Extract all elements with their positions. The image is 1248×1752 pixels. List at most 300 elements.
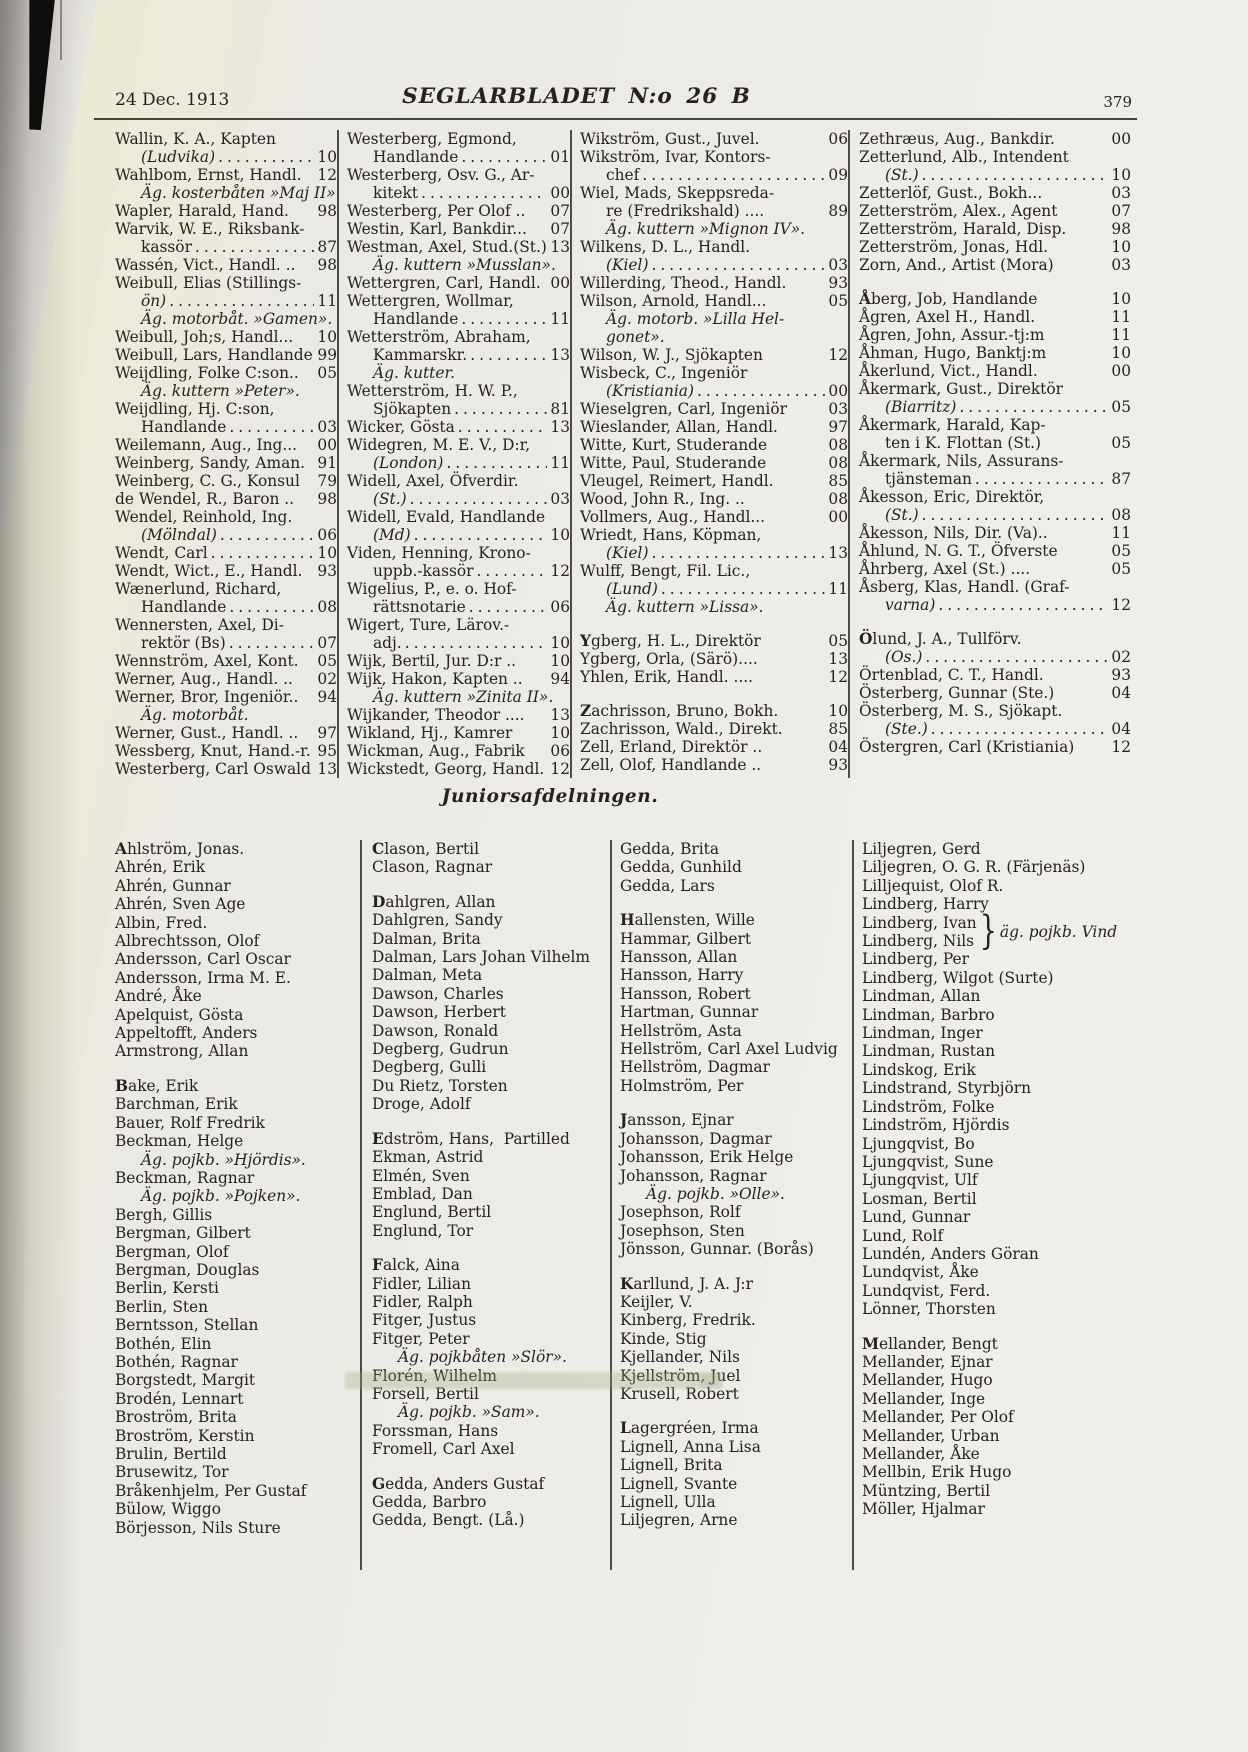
entry-text: Lindberg, Wilgot (Surte) — [862, 968, 1054, 987]
entry-year: 10 — [550, 724, 570, 742]
entry-year: 81 — [550, 400, 570, 418]
entry-text: gonet». — [606, 328, 665, 346]
entry-text: Josephson, Sten — [620, 1221, 745, 1240]
entry-year: 09 — [828, 166, 848, 184]
entry-text: Andersson, Carl Oscar — [115, 950, 291, 969]
entry-text: Weibull, Elias (Stillings- — [115, 274, 302, 292]
entry-year: 07 — [1111, 202, 1131, 220]
entry-text: Mellander, Inge — [862, 1389, 986, 1408]
entry-line — [372, 893, 610, 911]
entry-year: 11 — [550, 454, 570, 472]
entry-line — [620, 1077, 852, 1095]
entry-line — [580, 490, 848, 508]
entry-line — [580, 364, 848, 382]
entry-line — [862, 1190, 1137, 1208]
entry-line — [620, 1348, 852, 1366]
entry-text: Müntzing, Bertil — [862, 1481, 991, 1500]
entry-text: Lignell, Brita — [620, 1456, 723, 1475]
entry-text: Appeltofft, Anders — [115, 1024, 258, 1043]
entry-text: Elmén, Sven — [372, 1166, 470, 1185]
entry-line — [347, 148, 570, 166]
entry-year: 02 — [317, 670, 337, 688]
entry-line — [372, 1077, 610, 1095]
entry-text: Wulff, Bengt, Fil. Lic., — [580, 562, 751, 580]
entry-text: Äg. kuttern »Mignon IV». — [606, 220, 806, 238]
entry-text: (London) — [373, 454, 444, 472]
entry-year: 03 — [828, 256, 848, 274]
entry-line — [347, 526, 570, 544]
entry-text: Österberg, Gunnar (Ste.) — [859, 684, 1055, 702]
entry-line — [115, 1206, 360, 1224]
entry-line — [859, 380, 1131, 398]
entry-line — [115, 130, 337, 148]
entry-line — [347, 220, 570, 238]
entry-text: Lignell, Anna Lisa — [620, 1437, 761, 1456]
entry-year: 02 — [1111, 648, 1131, 666]
entry-line — [859, 666, 1131, 684]
entry-text: kassör — [141, 238, 192, 256]
entry-text: Weijdling, Hj. C:son, — [115, 400, 275, 418]
entry-initial: K — [620, 1274, 634, 1293]
entry-text: Wænerlund, Richard, — [115, 580, 282, 598]
entry-line — [859, 470, 1131, 488]
entry-line — [372, 858, 610, 876]
entry-line — [862, 1153, 1137, 1171]
entry-line — [115, 1243, 360, 1261]
entry-text: Gedda, Bengt. (Lå.) — [372, 1511, 525, 1530]
entry-line — [347, 688, 570, 706]
entry-text: Viden, Henning, Krono- — [347, 544, 531, 562]
entry-line — [347, 742, 570, 760]
entry-year: 94 — [550, 670, 570, 688]
entry-line — [347, 166, 570, 184]
dot-leader — [461, 310, 547, 328]
entry-line — [620, 1293, 852, 1311]
entry-year: 00 — [828, 508, 848, 526]
entry-year: 13 — [550, 346, 570, 364]
entry-year: 13 — [550, 418, 570, 436]
entry-text: Berlin, Sten — [115, 1297, 209, 1316]
entry-line — [620, 1475, 852, 1493]
entry-year: 07 — [550, 202, 570, 220]
entry-line — [115, 895, 360, 913]
entry-text: Gedda, Anders Gustaf — [372, 1474, 545, 1493]
entry-text: Karllund, J. A. J:r — [620, 1274, 753, 1293]
entry-text: uppb.-kassör — [373, 562, 474, 580]
entry-line — [372, 1095, 610, 1113]
entry-line — [347, 616, 570, 634]
entry-line — [580, 148, 848, 166]
entry-line — [580, 720, 848, 738]
entry-text: Apelquist, Gösta — [115, 1005, 244, 1024]
dot-leader — [461, 148, 547, 166]
entry-line — [115, 1095, 360, 1113]
entry-text: Jönsson, Gunnar. (Borås) — [620, 1240, 814, 1259]
entry-text: Wilkens, D. L., Handl. — [580, 238, 751, 256]
entry-line — [115, 346, 337, 364]
entry-text: Losman, Bertil — [862, 1189, 977, 1208]
entry-line — [580, 238, 848, 256]
entry-text: Lindstrand, Styrbjörn — [862, 1079, 1032, 1098]
entry-line — [580, 580, 848, 598]
entry-line — [115, 688, 337, 706]
entry-line — [620, 911, 852, 929]
entry-line — [862, 1135, 1137, 1153]
entry-line — [859, 130, 1131, 148]
entry-year: 93 — [828, 274, 848, 292]
entry-text: Lindskog, Erik — [862, 1060, 976, 1079]
entry-text: Wieslander, Allan, Handl. — [580, 418, 778, 436]
entry-text: Wetterström, Abraham, — [347, 328, 531, 346]
entry-text: Westerberg, Carl Oswald — [115, 760, 311, 778]
entry-text: Vleugel, Reimert, Handl. — [580, 472, 774, 490]
entry-line — [859, 326, 1131, 344]
entry-line — [862, 840, 1137, 858]
entry-line — [372, 966, 610, 984]
entry-line — [859, 398, 1131, 416]
entry-line — [620, 1003, 852, 1021]
entry-line — [347, 274, 570, 292]
entry-line — [347, 454, 570, 472]
entry-year: 12 — [317, 166, 337, 184]
entry-text: Westman, Axel, Stud.(St.) — [347, 238, 547, 256]
entry-line — [580, 454, 848, 472]
entry-brace-group — [862, 908, 1137, 954]
entry-text: Zetterström, Harald, Disp. — [859, 220, 1067, 238]
entry-line — [620, 858, 852, 876]
entry-line — [372, 1222, 610, 1240]
entry-line — [580, 328, 848, 346]
entry-text: Vollmers, Aug., Handl... — [580, 508, 766, 526]
entry-text: Äg. pojkbåten »Slör». — [398, 1348, 567, 1367]
entry-line — [115, 1463, 360, 1481]
entry-line — [347, 652, 570, 670]
entry-year: 08 — [1111, 506, 1131, 524]
entry-text: Zetterström, Jonas, Hdl. — [859, 238, 1049, 256]
entry-text: Wikström, Gust., Juvel. — [580, 130, 760, 148]
dot-leader — [470, 346, 547, 364]
entry-line — [620, 840, 852, 858]
entry-text: Zell, Erland, Direktör .. — [580, 738, 763, 756]
entry-year: 08 — [828, 454, 848, 472]
entry-text: Österberg, M. S., Sjökapt. — [859, 702, 1063, 720]
entry-text: Mellander, Åke — [862, 1445, 980, 1463]
entry-text: Örtenblad, C. T., Handl. — [859, 666, 1044, 684]
entry-line — [347, 508, 570, 526]
entry-line — [372, 1040, 610, 1058]
entry-text: Äg. motorbåt. »Gamen». — [141, 310, 333, 328]
entry-year: 11 — [1111, 326, 1131, 344]
entry-line — [580, 738, 848, 756]
entry-line — [620, 1275, 852, 1293]
entry-line — [347, 238, 570, 256]
entry-line — [372, 1003, 610, 1021]
entry-text: Gedda, Gunhild — [620, 858, 742, 877]
entry-line — [115, 562, 337, 580]
entry-line — [115, 1132, 360, 1150]
entry-year: 03 — [1111, 256, 1131, 274]
entry-line — [859, 488, 1131, 506]
entry-year: 11 — [1111, 524, 1131, 542]
entry-text: Liljegren, Arne — [620, 1511, 738, 1530]
entry-text: Broström, Brita — [115, 1408, 237, 1427]
boat-note: äg. pojkb. Vind — [999, 922, 1118, 941]
entry-text: Fidler, Lilian — [372, 1274, 472, 1293]
entry-text: Lundén, Anders Göran — [862, 1244, 1039, 1263]
entry-line — [859, 166, 1131, 184]
entry-text: tjänsteman — [885, 470, 972, 488]
entry-text: Barchman, Erik — [115, 1095, 238, 1114]
entry-line — [620, 1438, 852, 1456]
entry-year: 05 — [1111, 434, 1131, 452]
entry-text: Fromell, Carl Axel — [372, 1440, 515, 1459]
dot-leader — [651, 544, 825, 562]
entry-text: Wallin, K. A., Kapten — [115, 130, 276, 148]
entry-text: Weibull, Joh;s, Handl... — [115, 328, 294, 346]
entry-line — [347, 490, 570, 508]
entry-initial: B — [115, 1076, 129, 1095]
dot-leader — [697, 382, 825, 400]
entry-initial: D — [372, 892, 386, 911]
entry-text: Wendt, Wict., E., Handl. — [115, 562, 303, 580]
entry-text: Wicker, Gösta — [347, 418, 455, 436]
entry-text: Wisbeck, C., Ingeniör — [580, 364, 748, 382]
entry-year: 10 — [550, 634, 570, 652]
entry-line — [115, 932, 360, 950]
entry-line — [115, 1390, 360, 1408]
entry-line — [580, 256, 848, 274]
entry-text: Du Rietz, Torsten — [372, 1076, 508, 1095]
entry-line — [372, 840, 610, 858]
entry-text: Johansson, Erik Helge — [620, 1148, 794, 1167]
entry-line — [372, 1493, 610, 1511]
entry-text: (Md) — [373, 526, 411, 544]
entry-line — [580, 418, 848, 436]
entry-text: Hansson, Harry — [620, 966, 744, 985]
entry-initial: E — [372, 1129, 384, 1148]
entry-line — [347, 634, 570, 652]
entry-year: 13 — [550, 706, 570, 724]
entry-year: 10 — [550, 652, 570, 670]
entry-line — [862, 1445, 1137, 1463]
dot-leader — [925, 648, 1108, 666]
entry-year: 87 — [317, 238, 337, 256]
entry-year: 10 — [1111, 166, 1131, 184]
entry-line — [862, 1300, 1137, 1318]
entry-year: 13 — [828, 544, 848, 562]
entry-line — [372, 1422, 610, 1440]
entry-initial: Å — [859, 290, 871, 308]
entry-text: Emblad, Dan — [372, 1184, 473, 1203]
entry-year: 10 — [1111, 290, 1131, 308]
entry-text: Bake, Erik — [115, 1076, 199, 1095]
entry-line — [862, 1353, 1137, 1371]
dot-leader — [211, 544, 314, 562]
entry-text: Zetterlund, Alb., Intendent — [859, 148, 1069, 166]
entry-line — [115, 1427, 360, 1445]
entry-year: 03 — [550, 490, 570, 508]
entry-line — [347, 580, 570, 598]
entry-line — [862, 1427, 1137, 1445]
entry-line — [862, 858, 1137, 876]
entry-year: 00 — [550, 274, 570, 292]
entry-text: Wickstedt, Georg, Handl. — [347, 760, 545, 778]
entry-text: Willerding, Theod., Handl. — [580, 274, 787, 292]
dot-leader — [421, 184, 547, 202]
entry-line — [580, 310, 848, 328]
entry-line — [115, 950, 360, 968]
entry-line — [580, 436, 848, 454]
entry-line — [862, 1482, 1137, 1500]
entry-line — [862, 1079, 1137, 1097]
dot-leader — [469, 598, 547, 616]
entry-year: 08 — [317, 598, 337, 616]
entry-year: 79 — [317, 472, 337, 490]
entry-text: (Kiel) — [606, 256, 649, 274]
entry-line — [115, 526, 337, 544]
entry-text: Gedda, Barbro — [372, 1493, 487, 1511]
entry-text: Lindman, Rustan — [862, 1042, 996, 1061]
entry-line — [620, 1058, 852, 1076]
entry-text: kitekt — [373, 184, 419, 202]
entry-line — [115, 1224, 360, 1242]
entry-line — [580, 292, 848, 310]
entry-text: Wessberg, Knut, Hand.-r. — [115, 742, 311, 760]
entry-line — [115, 400, 337, 418]
entry-year: 10 — [317, 148, 337, 166]
entry-text: Borgstedt, Margit — [115, 1371, 256, 1390]
entry-text: Berntsson, Stellan — [115, 1316, 259, 1335]
entry-text: Wriedt, Hans, Köpman, — [580, 526, 762, 544]
entry-line — [580, 702, 848, 720]
dot-leader — [661, 580, 825, 598]
entry-line — [862, 1500, 1137, 1518]
entry-line — [859, 362, 1131, 380]
entry-line — [859, 630, 1131, 648]
entry-line — [115, 382, 337, 400]
entry-line — [862, 877, 1137, 895]
entry-year: 12 — [828, 668, 848, 686]
entry-line — [862, 1335, 1137, 1353]
entry-text: Wiel, Mads, Skeppsreda- — [580, 184, 775, 202]
entry-year: 01 — [550, 148, 570, 166]
entry-line — [115, 1077, 360, 1095]
entry-text: Dawson, Charles — [372, 984, 504, 1003]
entry-line — [862, 1042, 1137, 1060]
directory-column-4 — [848, 130, 1131, 778]
entry-year: 97 — [317, 724, 337, 742]
entry-text: (St.) — [885, 166, 919, 184]
issue-date: 24 Dec. 1913 — [115, 90, 230, 110]
entry-text: Ågren, John, Assur.-tj:m — [859, 326, 1045, 344]
entry-line — [580, 382, 848, 400]
entry-line — [115, 220, 337, 238]
entry-text: Dalman, Lars Johan Vilhelm — [372, 948, 591, 967]
entry-text: Fidler, Ralph — [372, 1292, 473, 1311]
entry-text: Degberg, Gulli — [372, 1058, 487, 1077]
scan-artifact-edge-line — [60, 0, 62, 60]
entry-text: (St.) — [885, 506, 919, 524]
entry-line — [347, 310, 570, 328]
entry-line — [115, 706, 337, 724]
entry-initial: C — [372, 840, 385, 858]
dot-leader — [458, 418, 547, 436]
entry-text: Wilson, W. J., Sjökapten — [580, 346, 763, 364]
entry-text: Bothén, Ragnar — [115, 1352, 238, 1371]
dot-leader — [405, 634, 547, 652]
entry-line — [862, 987, 1137, 1005]
entry-year: 11 — [1111, 308, 1131, 326]
entry-text: de Wendel, R., Baron .. — [115, 490, 295, 508]
dot-leader — [476, 562, 547, 580]
entry-initial: J — [620, 1111, 628, 1130]
entry-line — [347, 544, 570, 562]
entry-line — [859, 578, 1131, 596]
entry-initial: L — [620, 1419, 631, 1438]
entry-year: 11 — [828, 580, 848, 598]
entry-line — [347, 202, 570, 220]
entry-line — [859, 506, 1131, 524]
entry-brace-lines — [862, 914, 977, 951]
entry-text: Dahlgren, Allan — [372, 892, 496, 911]
entry-year: 13 — [828, 650, 848, 668]
entry-text: Dawson, Herbert — [372, 1003, 506, 1022]
entry-text: Hansson, Allan — [620, 948, 738, 967]
entry-line — [372, 930, 610, 948]
entry-text: chef — [606, 166, 640, 184]
entry-text: Westin, Karl, Bankdir... — [347, 220, 527, 238]
entry-line — [115, 1042, 360, 1060]
page-binding-shadow — [0, 0, 78, 1752]
entry-line — [859, 738, 1131, 756]
entry-line — [115, 598, 337, 616]
dot-leader — [410, 490, 547, 508]
junior-column-1 — [115, 840, 360, 1570]
entry-line — [862, 1408, 1137, 1426]
entry-text: Ahrén, Erik — [115, 858, 206, 877]
entry-line — [115, 490, 337, 508]
entry-initial: M — [862, 1334, 880, 1353]
entry-text: Dawson, Ronald — [372, 1021, 499, 1040]
dot-leader — [651, 256, 825, 274]
entry-year: 93 — [1111, 666, 1131, 684]
entry-line — [862, 895, 1137, 913]
entry-text: Ahlström, Jonas. — [115, 840, 245, 858]
entry-text: Brodén, Lennart — [115, 1389, 244, 1408]
entry-text: Westerberg, Per Olof .. — [347, 202, 526, 220]
entry-year: 07 — [550, 220, 570, 238]
member-directory-section — [115, 130, 1131, 778]
entry-line — [862, 1245, 1137, 1263]
entry-initial: Z — [580, 702, 592, 720]
entry-initial: H — [620, 911, 635, 930]
directory-column-1 — [115, 130, 341, 778]
entry-text: Dalman, Brita — [372, 929, 481, 948]
entry-line — [372, 1440, 610, 1458]
entry-line — [115, 1298, 360, 1316]
entry-text: Mellander, Bengt — [862, 1334, 998, 1353]
entry-line — [115, 760, 337, 778]
entry-line — [862, 1282, 1137, 1300]
entry-text: Widegren, M. E. V., D:r, — [347, 436, 531, 454]
entry-text: Bergman, Olof — [115, 1242, 229, 1261]
entry-text: Wickman, Aug., Fabrik — [347, 742, 525, 760]
entry-year: 05 — [1111, 560, 1131, 578]
entry-year: 06 — [550, 742, 570, 760]
entry-line — [859, 184, 1131, 202]
entry-text: Forssman, Hans — [372, 1421, 499, 1440]
entry-line — [580, 472, 848, 490]
